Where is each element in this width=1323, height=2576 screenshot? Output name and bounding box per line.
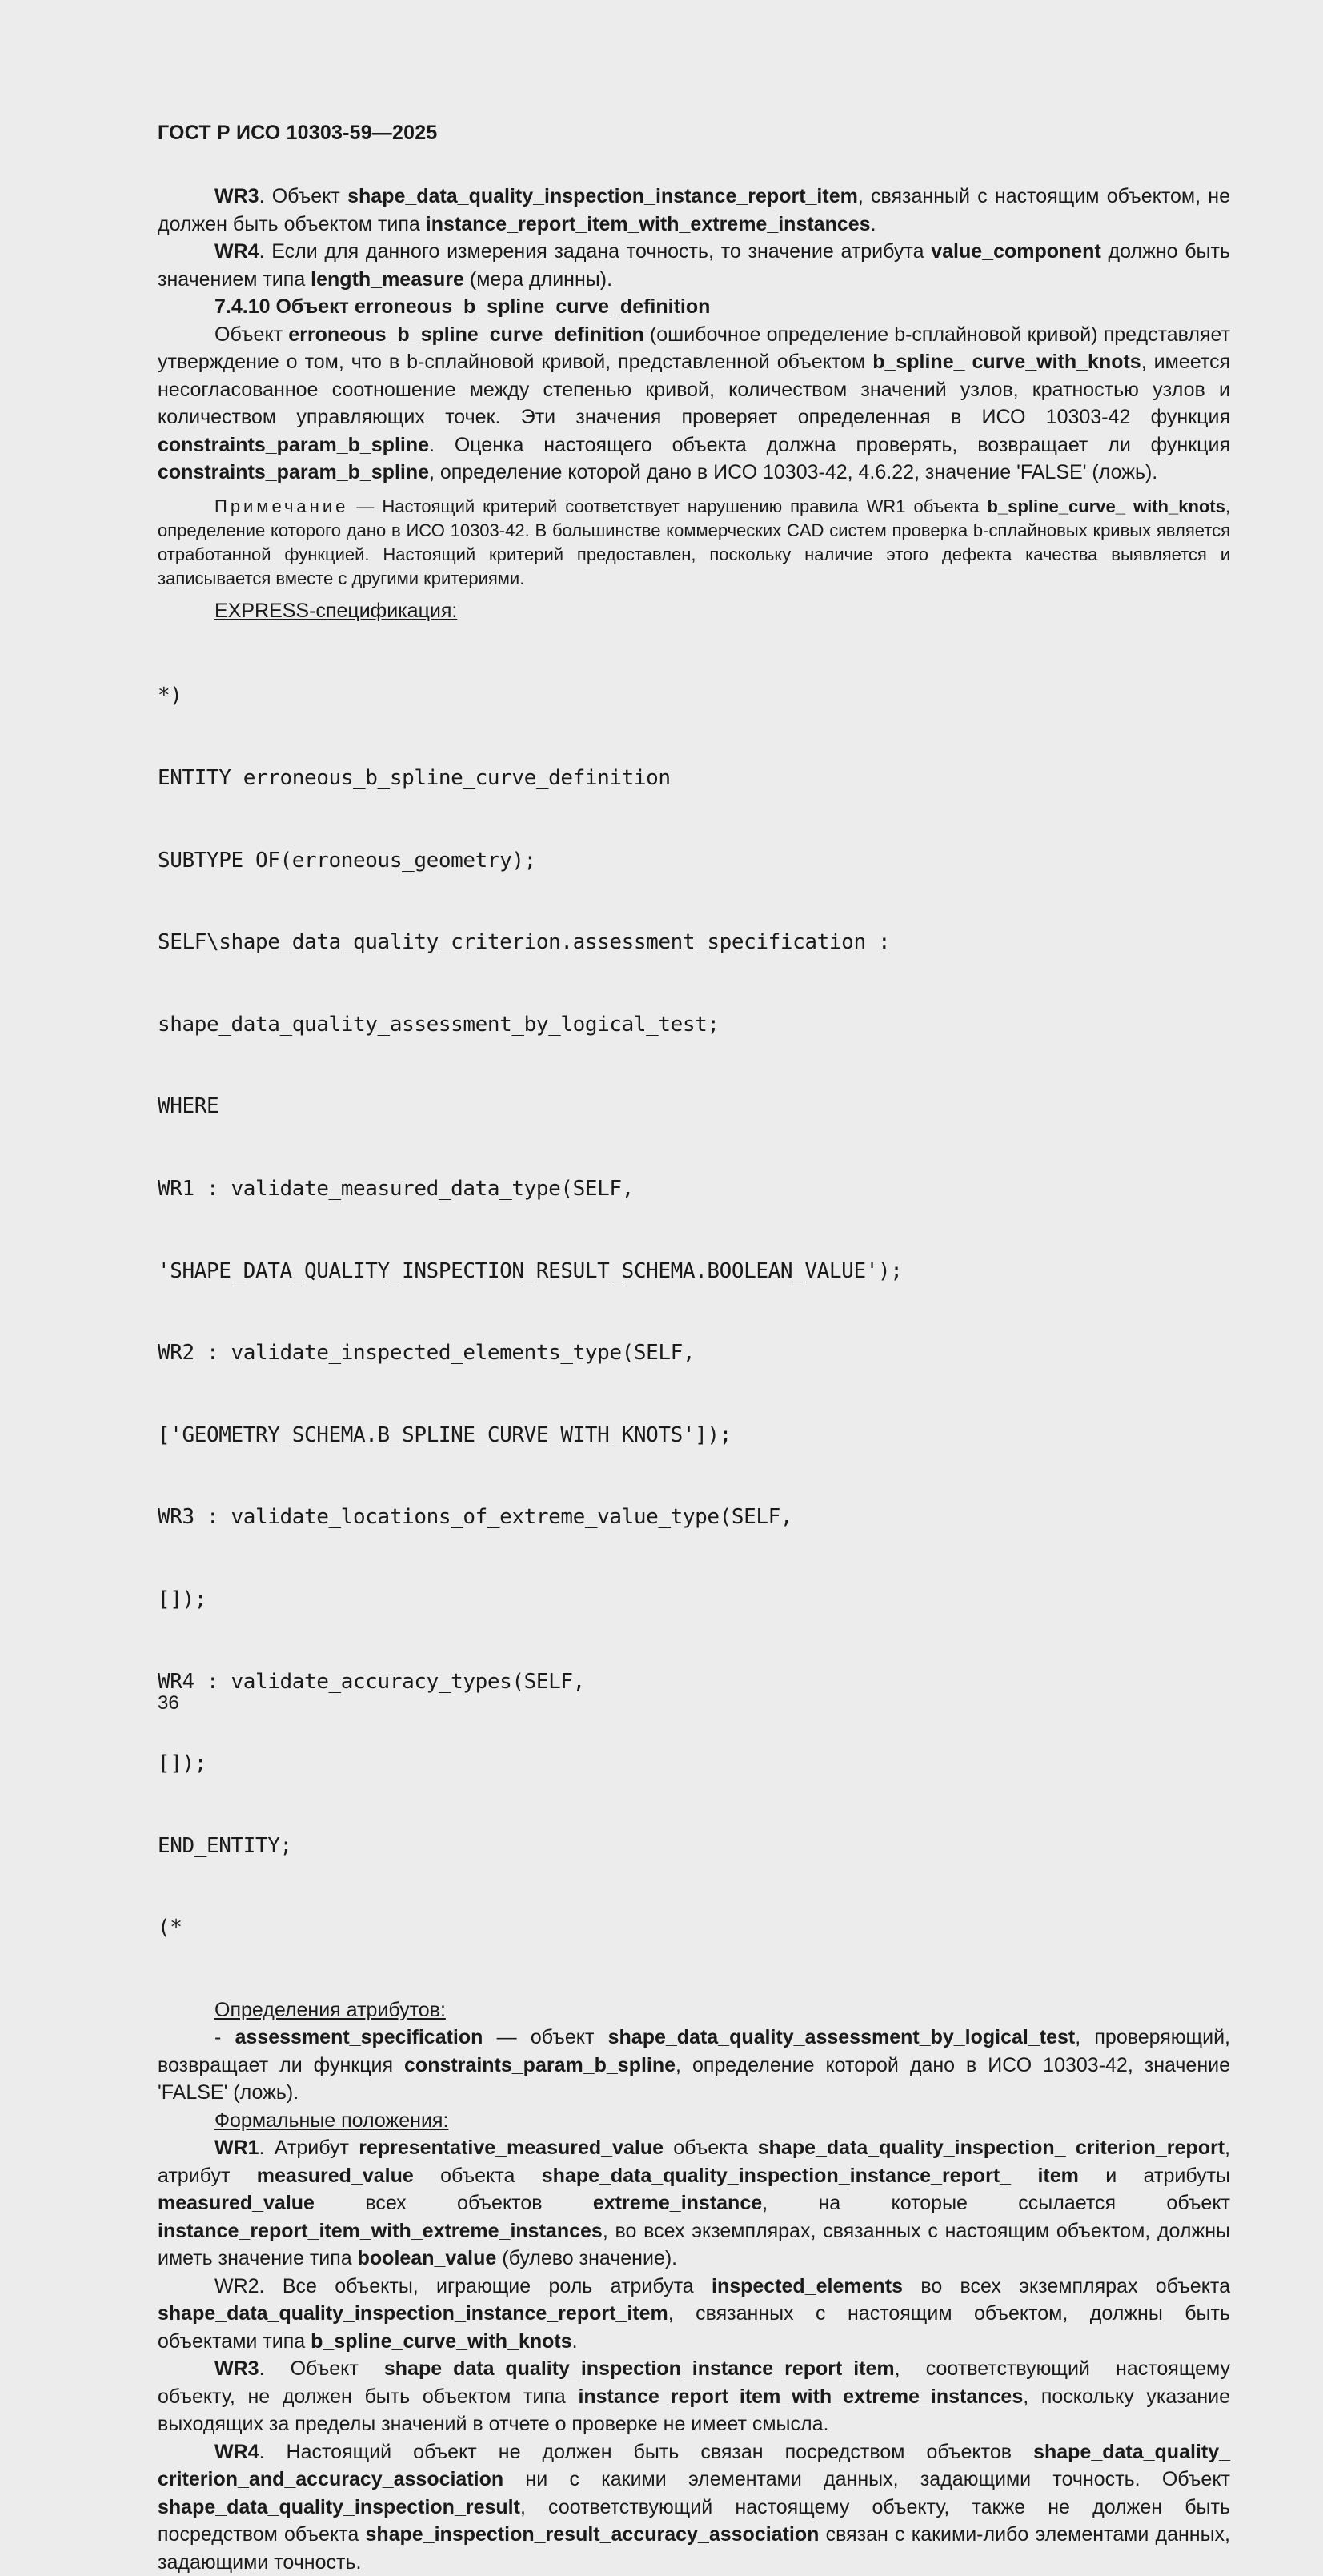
code-line: WHERE bbox=[158, 1094, 219, 1119]
text-run: - bbox=[214, 2026, 235, 2049]
text-run: . Если для данного измерения задана точность, то значение атрибута bbox=[259, 240, 932, 263]
code-line: END_ENTITY; bbox=[158, 1833, 292, 1858]
code-line: (* bbox=[158, 1916, 182, 1940]
text-run: , проверяющий, возвращает ли функция bbox=[158, 2026, 1230, 2076]
text-run: . Объект bbox=[259, 2357, 384, 2381]
text-run: во всех экземплярах объекта bbox=[903, 2274, 1230, 2297]
attribute-name: assessment_specification bbox=[235, 2026, 483, 2049]
wr1-paragraph bbox=[158, 2134, 1230, 2273]
express-heading bbox=[158, 597, 1230, 625]
entity-name: shape_data_quality_inspection_ criterion_report bbox=[757, 2137, 1225, 2160]
entity-name: instance_report_item_with_extreme_instances bbox=[158, 2219, 603, 2242]
entity-name: b_spline_ curve_with_knots bbox=[872, 351, 1141, 373]
code-line: ['GEOMETRY_SCHEMA.B_SPLINE_CURVE_WITH_KNOTS']); bbox=[158, 1422, 732, 1447]
attribute-name: representative_measured_value bbox=[359, 2137, 664, 2160]
entity-name: shape_data_quality_ criterion_and_accuracy_association bbox=[158, 2440, 1230, 2491]
code-line: ENTITY erroneous_b_spline_curve_definition bbox=[158, 766, 671, 790]
entity-name: shape_data_quality_inspection_instance_report_item bbox=[158, 2302, 668, 2325]
entity-name: b_spline_curve_ with_knots bbox=[987, 496, 1225, 516]
note-paragraph bbox=[158, 495, 1230, 591]
code-line: []); bbox=[158, 1587, 207, 1611]
text-run: . Объект bbox=[259, 185, 348, 207]
entity-name: extreme_instance bbox=[592, 2192, 763, 2215]
text-run: (мера длинны). bbox=[463, 267, 613, 291]
text-run: — объект bbox=[483, 2026, 608, 2049]
document-header: ГОСТ Р ИСО 10303-59—2025 bbox=[158, 122, 438, 144]
type-name: length_measure bbox=[311, 267, 464, 291]
text-run: , во всех экземплярах, связанных с настоящим объектом, должны иметь значение типа bbox=[158, 2219, 1230, 2270]
text-run: всех объектов bbox=[314, 2192, 593, 2215]
type-name: boolean_value bbox=[357, 2247, 497, 2270]
text-run: и атрибуты bbox=[1078, 2164, 1231, 2187]
page-number: 36 bbox=[158, 1692, 179, 1714]
note-label: Примечание bbox=[214, 496, 349, 516]
code-line: SELF\shape_data_quality_criterion.assessment_specification : bbox=[158, 930, 891, 955]
text-run: , связанных с настоящим объектом, должны быть объектами типа bbox=[158, 2302, 1230, 2353]
text-run: , определение которой дано в ИСО 10303-42, 4.6.22, значение 'FALSE' (ложь). bbox=[429, 461, 1158, 484]
text-run: , соответствующий настоящему объекту, не должен быть объектом типа bbox=[158, 2357, 1230, 2408]
text-run: , имеется несогласованное соотношение между степенью кривой, количеством значений узлов, кратностью узлов и количеством управляющих точек. Эти значения проверяет определенная в ИСО 10303-42 функция bbox=[158, 351, 1230, 428]
text-run: ни с какими элементами данных, задающими точность. Объект bbox=[503, 2468, 1230, 2491]
code-line: 'SHAPE_DATA_QUALITY_INSPECTION_RESULT_SCHEMA.BOOLEAN_VALUE'); bbox=[158, 1258, 903, 1283]
rule-label: WR3 bbox=[214, 2357, 259, 2381]
code-line: []); bbox=[158, 1751, 207, 1776]
text-run: связан с какими-либо элементами данных, задающими точность. bbox=[158, 2523, 1230, 2574]
code-line: SUBTYPE OF(erroneous_geometry); bbox=[158, 848, 536, 873]
wr3-top-paragraph bbox=[158, 183, 1230, 238]
section-title: 7.4.10 Объект erroneous_b_spline_curve_definition bbox=[214, 295, 711, 318]
entity-name: shape_inspection_result_accuracy_association bbox=[365, 2523, 820, 2546]
rule-label: WR1 bbox=[214, 2137, 259, 2160]
entity-name: shape_data_quality_inspection_result bbox=[158, 2495, 520, 2518]
code-line: WR3 : validate_locations_of_extreme_value_type(SELF, bbox=[158, 1505, 793, 1530]
entity-name: shape_data_quality_inspection_instance_report_item bbox=[383, 2357, 895, 2381]
entity-name: shape_data_quality_inspection_instance_report_item bbox=[347, 185, 858, 207]
code-line: WR1 : validate_measured_data_type(SELF, bbox=[158, 1176, 634, 1201]
attribute-definition bbox=[158, 2024, 1230, 2107]
attribute-name: inspected_elements bbox=[712, 2274, 903, 2297]
text-run: должно быть значением типа bbox=[158, 240, 1230, 291]
attributes-heading bbox=[158, 1996, 1230, 2024]
attribute-name: measured_value bbox=[256, 2164, 414, 2187]
code-line: shape_data_quality_assessment_by_logical_test; bbox=[158, 1012, 720, 1037]
wr4-top-paragraph bbox=[158, 238, 1230, 293]
text-run: объекта bbox=[664, 2137, 758, 2160]
text-run: объекта bbox=[413, 2164, 542, 2187]
entity-name: b_spline_curve_with_knots bbox=[311, 2329, 572, 2353]
attribute-name: measured_value bbox=[158, 2192, 315, 2215]
text-run: . bbox=[571, 2329, 578, 2353]
express-code-block bbox=[158, 628, 1230, 1996]
text-run: , связанный с настоящим объектом, не должен быть объектом типа bbox=[158, 185, 1230, 235]
page-content bbox=[158, 183, 1230, 2576]
rule-label: WR4 bbox=[214, 2440, 259, 2463]
text-run: . Настоящий объект не должен быть связан посредством объектов bbox=[259, 2440, 1034, 2463]
wr4-paragraph bbox=[158, 2438, 1230, 2576]
text-run: . Атрибут bbox=[259, 2137, 359, 2160]
text-run: . Оценка настоящего объекта должна проверять, возвращает ли функция bbox=[429, 433, 1230, 456]
text-run: , определение которой дано в ИСО 10303-42, значение 'FALSE' (ложь). bbox=[158, 2053, 1230, 2105]
code-line: WR2 : validate_inspected_elements_type(SELF, bbox=[158, 1341, 696, 1366]
heading-text: EXPRESS-спецификация: bbox=[214, 599, 458, 622]
wr3-paragraph bbox=[158, 2355, 1230, 2438]
code-line: WR4 : validate_accuracy_types(SELF, bbox=[158, 1669, 585, 1694]
text-run: , определение которого дано в ИСО 10303-42. В большинстве коммерческих CAD систем проверка b-сплайновых кривых является отработанной функцией. Настоящий критерий предоставлен, поскольку наличие этого дефекта качества выявляется и записывается вместе с другими критериями. bbox=[158, 496, 1231, 588]
text-run: (булево значение). bbox=[496, 2247, 678, 2270]
formal-heading bbox=[158, 2107, 1230, 2135]
text-run: . bbox=[870, 212, 876, 235]
function-name: constraints_param_b_spline bbox=[158, 433, 430, 456]
text-run: , поскольку указание выходящих за пределы значений в отчете о проверке не имеет смысла. bbox=[158, 2385, 1230, 2436]
entity-name: instance_report_item_with_extreme_instances bbox=[578, 2385, 1024, 2408]
text-run: , на которые ссылается объект bbox=[762, 2192, 1231, 2215]
heading-text: Формальные положения: bbox=[214, 2109, 449, 2132]
intro-paragraph bbox=[158, 321, 1230, 487]
entity-name: instance_report_item_with_extreme_instances bbox=[425, 212, 871, 235]
entity-name: shape_data_quality_inspection_instance_report_ item bbox=[541, 2164, 1079, 2187]
text-run: Объект bbox=[214, 323, 289, 346]
entity-name: erroneous_b_spline_curve_definition bbox=[288, 323, 644, 346]
attribute-name: value_component bbox=[931, 240, 1101, 263]
rule-label: WR3 bbox=[214, 185, 259, 207]
entity-name: shape_data_quality_assessment_by_logical_test bbox=[607, 2026, 1076, 2049]
text-run: (ошибочное определение b-сплайновой кривой) представляет утверждение о том, что в b-сплайновой кривой, представленной объектом bbox=[158, 323, 1231, 373]
rule-label: WR4 bbox=[214, 240, 259, 263]
text-run: , атрибут bbox=[158, 2137, 1230, 2187]
text-run: WR2. Все объекты, играющие роль атрибута bbox=[214, 2274, 712, 2297]
function-name: constraints_param_b_spline bbox=[404, 2053, 676, 2076]
code-line: *) bbox=[158, 684, 182, 708]
text-run: — Настоящий критерий соответствует нарушению правила WR1 объекта bbox=[348, 496, 988, 516]
wr2-paragraph bbox=[158, 2273, 1230, 2356]
text-run: , соответствующий настоящему объекту, также не должен быть посредством объекта bbox=[158, 2495, 1230, 2546]
heading-text: Определения атрибутов: bbox=[214, 1998, 446, 2021]
function-name: constraints_param_b_spline bbox=[158, 461, 430, 484]
